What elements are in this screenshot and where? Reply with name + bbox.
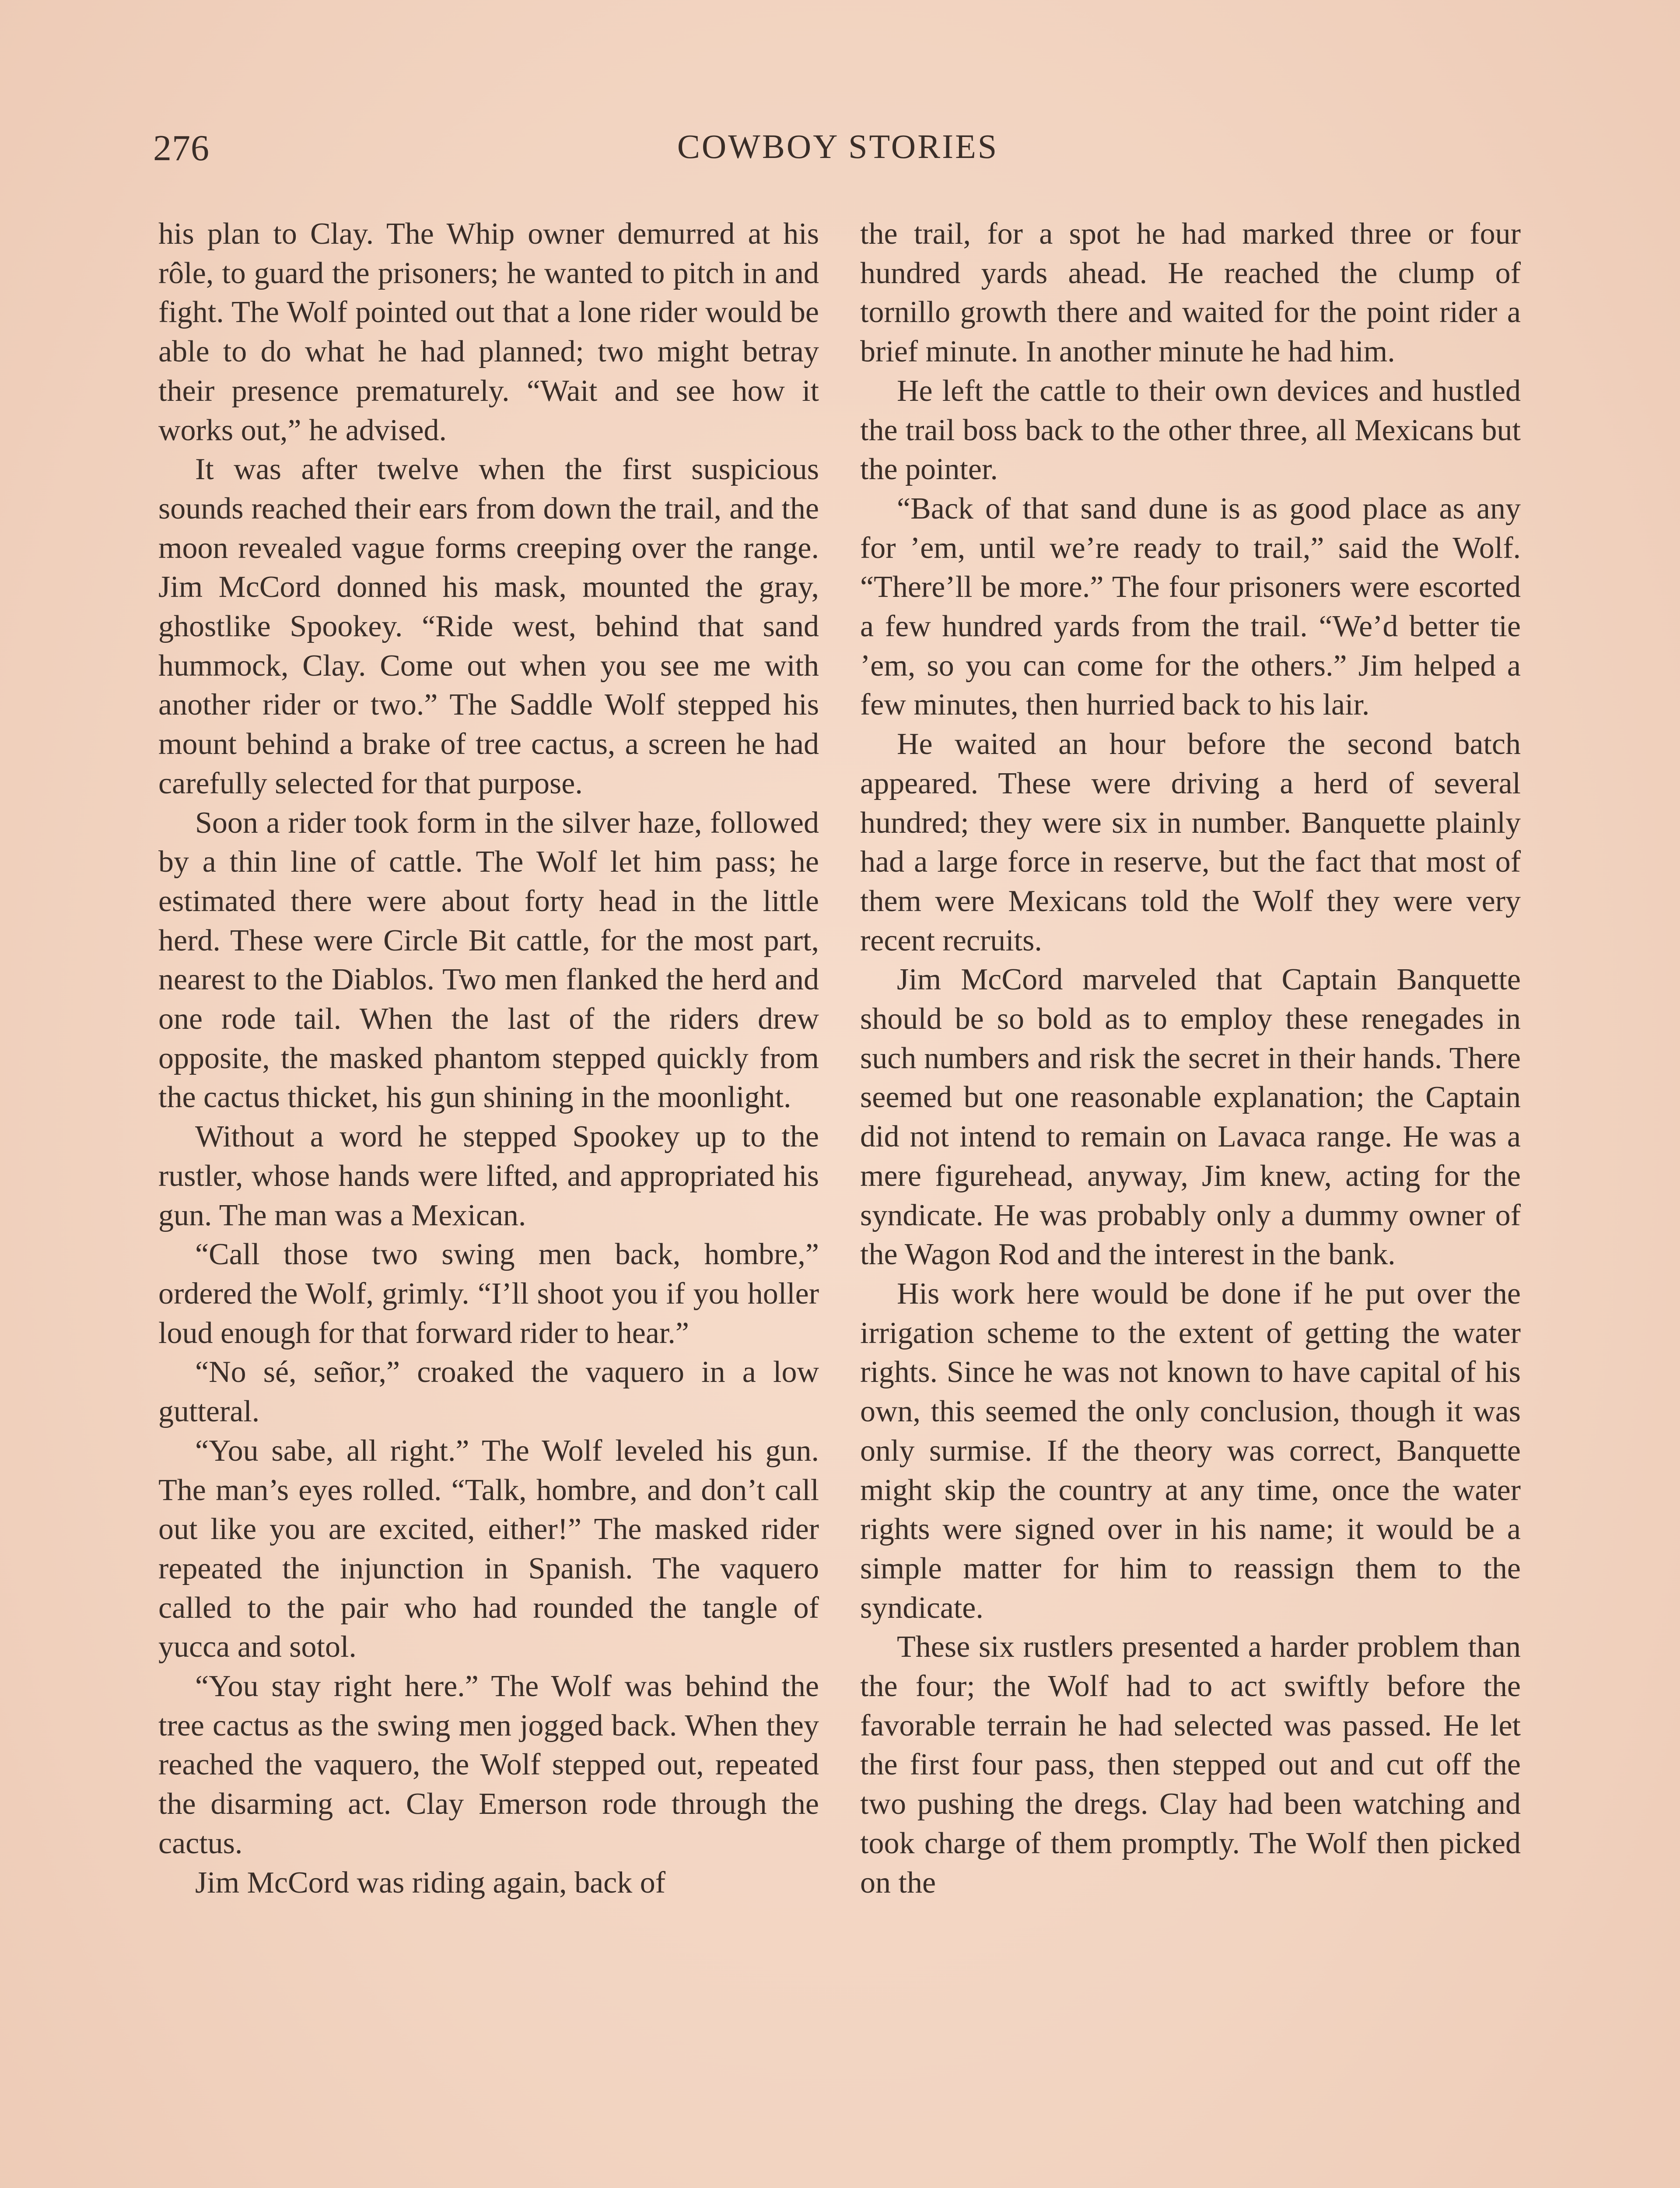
paragraph: Soon a rider took form in the silver haze, followed by a thin line of cattle. The Wolf let him pass; he estimated there were about forty head in the little herd. These were Circle Bit cattle, for the most part, nearest to the Diablos. Two men flanked the herd and one rode tail. When the last of the riders drew opposite, the masked phantom stepped quickly from the cactus thicket, his gun shining in the moonlight. <box>158 806 819 1115</box>
paragraph: He waited an hour before the second batch appeared. These were driving a herd of several hundred; they were six in number. Banquette plainly had a large force in reserve, but the fact that most of them were Mexicans told the Wolf they were very recent recruits. <box>860 727 1521 957</box>
page-number: 276 <box>153 128 210 168</box>
page-header <box>153 127 1522 175</box>
paragraph: “Call those two swing men back, hombre,” ordered the Wolf, grimly. “I’ll shoot you if you holler loud enough for that forward rider to hear.” <box>158 1238 819 1350</box>
paragraph: His work here would be done if he put over the irrigation scheme to the extent of getting the water rights. Since he was not known to have capital of his own, this seemed the only conclusion, though it was only surmise. If the theory was correct, Banquette might skip the country at any time, once the water rights were signed over in his name; it would be a simple matter for him to reassign them to the syndicate. <box>860 1276 1521 1625</box>
paragraph: “You stay right here.” The Wolf was behind the tree cactus as the swing men jogged back. When they reached the vaquero, the Wolf stepped out, repeated the disarming act. Clay Emerson rode through the cactus. <box>158 1669 819 1860</box>
running-title: COWBOY STORIES <box>677 127 999 165</box>
paragraph: Without a word he stepped Spookey up to the rustler, whose hands were lifted, and appropriated his gun. The man was a Mexican. <box>158 1120 819 1232</box>
paragraph: Jim McCord marveled that Captain Banquette should be so bold as to employ these renegades in such numbers and risk the secret in their hands. There seemed but one reasonable explanation; the Captain did not intend to remain on Lavaca range. He was a mere figurehead, anyway, Jim knew, acting for the syndicate. He was probably only a dummy owner of the Wagon Rod and the interest in the bank. <box>860 963 1521 1272</box>
paragraph: These six rustlers presented a harder problem than the four; the Wolf had to act swiftly before the favorable terrain he had selected was passed. He let the first four pass, then stepped out and cut off the two pushing the dregs. Clay had been watching and took charge of them promptly. The Wolf then picked on the <box>860 1630 1521 1900</box>
paragraph: He left the cattle to their own devices and hustled the trail boss back to the other three, all Mexicans but the pointer. <box>860 374 1521 487</box>
paragraph: Jim McCord was riding again, back of <box>195 1865 666 1900</box>
paragraph: the trail, for a spot he had marked three or four hundred yards ahead. He reached the clump of tornillo growth there and waited for the point rider a brief minute. In another minute he had him. <box>860 217 1521 369</box>
paragraph: his plan to Clay. The Whip owner demurred at his rôle, to guard the prisoners; he wanted to pitch in and fight. The Wolf pointed out that a lone rider would be able to do what he had planned; two might betray their presence prematurely. “Wait and see how it works out,” he advised. <box>158 217 819 447</box>
paragraph: “You sabe, all right.” The Wolf leveled his gun. The man’s eyes rolled. “Talk, hombre, and don’t call out like you are excited, either!” The masked rider repeated the injunction in Spanish. The vaquero called to the pair who had rounded the tangle of yucca and sotol. <box>158 1434 819 1664</box>
paragraph: “No sé, señor,” croaked the vaquero in a low gutteral. <box>158 1355 819 1429</box>
paragraph: “Back of that sand dune is as good place as any for ’em, until we’re ready to trail,” said the Wolf. “There’ll be more.” The four prisoners were escorted a few hundred yards from the trail. “We’d better tie ’em, so you can come for the others.” Jim helped a few minutes, then hurried back to his lair. <box>860 491 1521 722</box>
left-text-column <box>158 214 819 1902</box>
right-text-column <box>860 214 1521 1902</box>
paragraph: It was after twelve when the first suspicious sounds reached their ears from down the trail, and the moon revealed vague forms creeping over the range. Jim McCord donned his mask, mounted the gray, ghostlike Spookey. “Ride west, behind that sand hummock, Clay. Come out when you see me with another rider or two.” The Saddle Wolf stepped his mount behind a brake of tree cactus, a screen he had carefully selected for that purpose. <box>158 452 819 800</box>
